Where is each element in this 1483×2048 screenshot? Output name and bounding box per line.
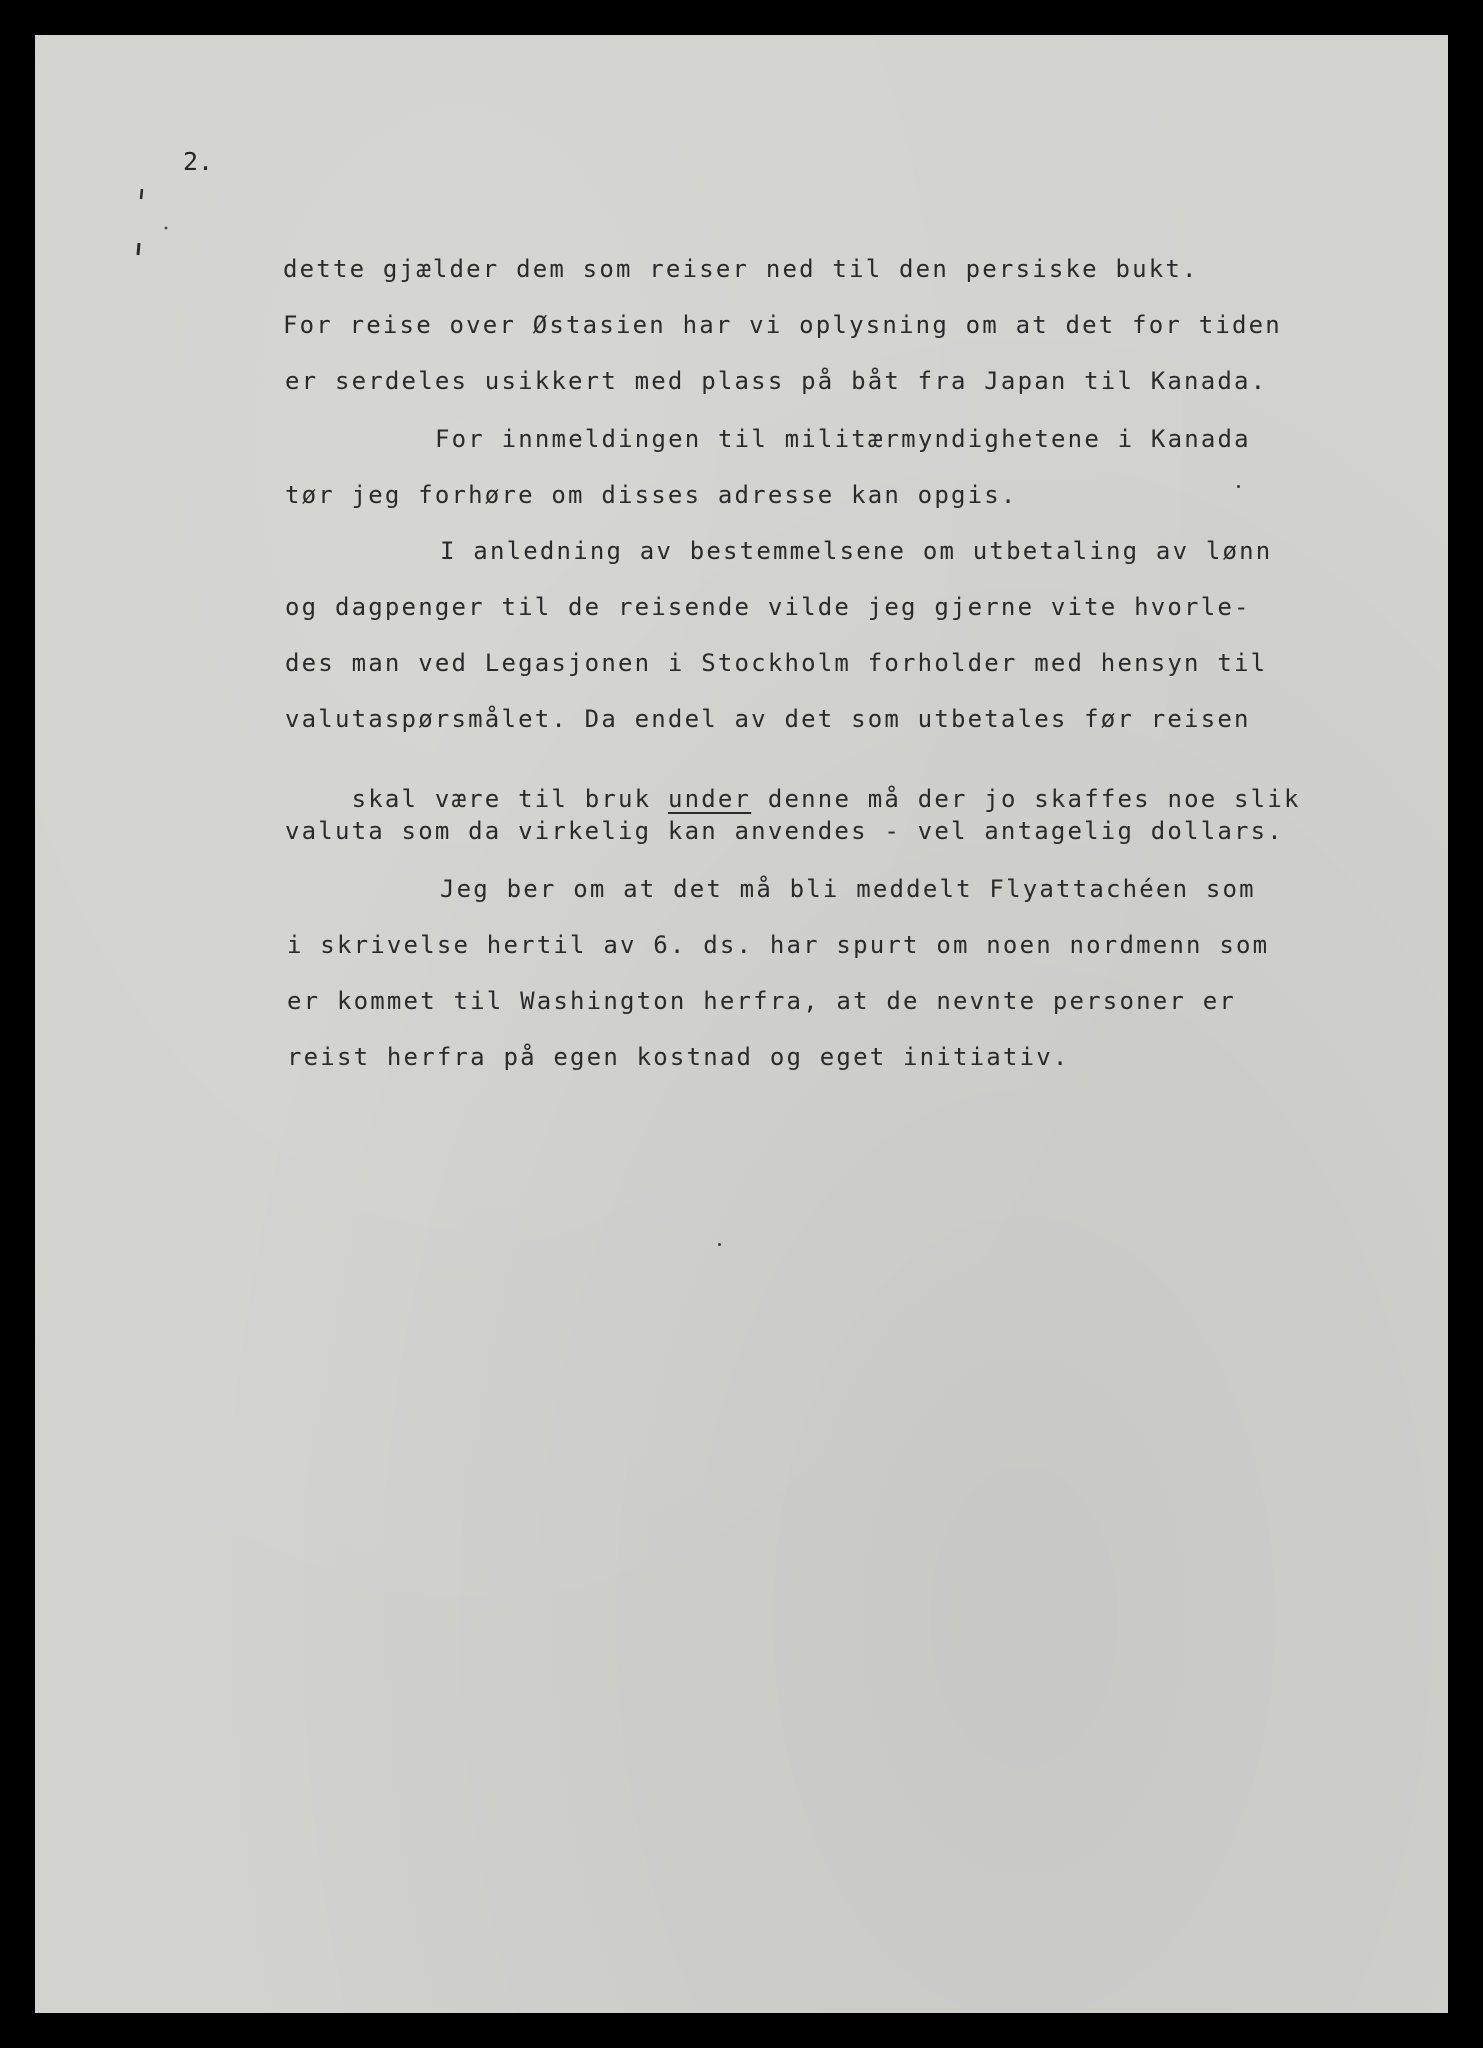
text-line-2: For reise over Østasien har vi oplysning om at det for tiden [283,311,1282,339]
text-line-4: For innmeldingen til militærmyndighetene i Kanada [435,425,1251,453]
text-line-10-end: denne må der jo skaffes noe slik [767,785,1301,813]
text-line-9: valutaspørsmålet. Da endel av det som utbetales før reisen [285,705,1251,733]
underlined-word: under [667,785,752,813]
text-line-12: Jeg ber om at det må bli meddelt Flyattachéen som [440,875,1256,903]
text-line-1: dette gjælder dem som reiser ned til den persiske bukt. [283,255,1199,283]
ink-speck [718,1243,721,1246]
text-line-3: er serdeles usikkert med plass på båt fra Japan til Kanada. [285,367,1268,395]
ink-speck [1237,485,1240,488]
text-line-14: er kommet til Washington herfra, at de nevnte personer er [287,987,1237,1015]
text-line-10-start: skal være til bruk [351,785,652,813]
text-line-7: og dagpenger til de reisende vilde jeg gjerne vite hvorle- [285,593,1251,621]
text-line-11: valuta som da virkelig kan anvendes - vel antagelig dollars. [285,817,1284,845]
page-number: 2. [183,147,214,176]
text-line-13: i skrivelse hertil av 6. ds. har spurt om noen nordmenn som [287,931,1270,959]
text-line-5: tør jeg forhøre om disses adresse kan opgis. [285,481,1018,509]
margin-punch-marks [130,185,190,265]
document-page [35,35,1448,2013]
text-line-15: reist herfra på egen kostnad og eget initiativ. [287,1043,1070,1071]
text-line-8: des man ved Legasjonen i Stockholm forholder med hensyn til [285,649,1268,677]
text-line-6: I anledning av bestemmelsene om utbetaling av lønn [440,537,1273,565]
